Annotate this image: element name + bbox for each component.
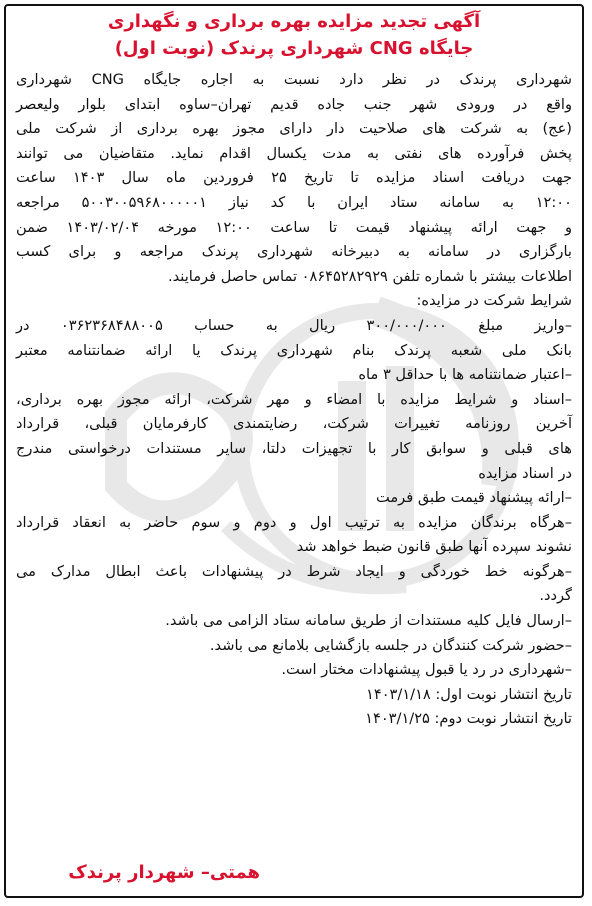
- mayor-signature: همتی– شهردار پرندک: [68, 862, 260, 883]
- body-line: ۱۲:۰۰ به سامانه ستاد ایران با کد نیاز ۵۰۰۳۰۰۵۹۶۸۰۰۰۰۰۱ مراجعه: [16, 193, 572, 211]
- ad-title-line-1: آگهی تجدید مزایده بهره برداری و نگهداری: [107, 11, 481, 32]
- body-line: اطلاعات بیشتر با شماره تلفن ۰۸۶۴۵۲۸۲۹۲۹ تماس حاصل فرمایند.: [168, 267, 572, 285]
- body-line: (عج) به شرکت های صلاحیت دار دارای مجوز بهره برداری از شرکت ملی: [16, 120, 572, 138]
- body-line: و جهت ارائه پیشنهاد قیمت تا ساعت ۱۲:۰۰ مورخه ۱۴۰۳/۰۲/۰۴ ضمن: [16, 218, 573, 236]
- condition-line: نشوند سپرده آنها طبق قانون ضبط خواهد شد: [296, 538, 572, 556]
- ad-header: [6, 6, 582, 62]
- body-line: بارگزاری در سامانه به دبیرخانه شهرداری پرندک مراجعه و برای کسب: [16, 243, 572, 261]
- condition-line: –واریز مبلغ ۳۰۰/۰۰۰/۰۰۰ ریال به حساب ۰۳۶۲۳۶۸۴۸۸۰۰۵ در: [16, 316, 572, 334]
- body-line: پخش فرآورده های نفتی به مدت یکسال اقدام نماید. متقاضیان می توانند: [16, 144, 572, 162]
- condition-line: های قبلی و سوابق کار با تجهیزات دلتا، سایر مستندات درخواستی مندرج: [16, 439, 572, 457]
- condition-line: در اسناد مزایده: [478, 464, 572, 482]
- conditions-heading: شرایط شرکت در مزایده:: [416, 292, 572, 310]
- condition-line: –اسناد و شرایط مزایده با امضاء و مهر شرکت، ارائه مجوز بهره برداری،: [16, 390, 572, 408]
- condition-line: آخرین روزنامه تغییرات شرکت، رضایتمندی کارفرمایان قبلی، قرارداد: [16, 415, 572, 433]
- condition-line: بانک ملی شعبه پرندک بنام شهرداری پرندک یا ارائه ضمانتنامه معتبر: [16, 341, 572, 359]
- ad-title-line-2: جایگاه CNG شهرداری پرندک (نوبت اول): [114, 38, 474, 59]
- second-publish-date: تاریخ انتشار نوبت دوم: ۱۴۰۳/۱/۲۵: [365, 710, 572, 728]
- condition-line: –اعتبار ضمانتنامه ها با حداقل ۳ ماه: [358, 366, 572, 384]
- body-line: جهت دریافت اسناد مزایده تا تاریخ ۲۵ فروردین ماه سال ۱۴۰۳ ساعت: [16, 169, 572, 187]
- body-line: شهرداری پرندک در نظر دارد نسبت به اجاره جایگاه CNG شهرداری: [16, 71, 572, 88]
- condition-line: –ارسال فایل کلیه مستندات از طریق سامانه ستاد الزامی می باشد.: [165, 612, 572, 630]
- condition-line: –هرگونه خط خوردگی و ایجاد شرط در پیشنهادات باعث ابطال مدارک می: [16, 562, 572, 580]
- ad-frame: [4, 4, 584, 898]
- body-line: واقع در ورودی شهر جنب جاده قدیم تهران–ساوه ابتدای بلوار ولیعصر: [16, 95, 572, 113]
- condition-line: –ارائه پیشنهاد قیمت طبق فرمت: [376, 489, 572, 507]
- condition-line: –حضور شرکت کنندگان در جلسه بازگشایی بلامانع می باشد.: [209, 636, 572, 654]
- first-publish-date: تاریخ انتشار نوبت اول: ۱۴۰۳/۱/۱۸: [366, 685, 572, 703]
- condition-line: گردد.: [539, 587, 572, 605]
- condition-line: –هرگاه برندگان مزایده به ترتیب اول و دوم و سوم حاضر به انعقاد قرارداد: [16, 513, 572, 531]
- ad-body: [6, 62, 582, 732]
- condition-line: –شهرداری در رد یا قبول پیشنهادات مختار است.: [281, 661, 572, 679]
